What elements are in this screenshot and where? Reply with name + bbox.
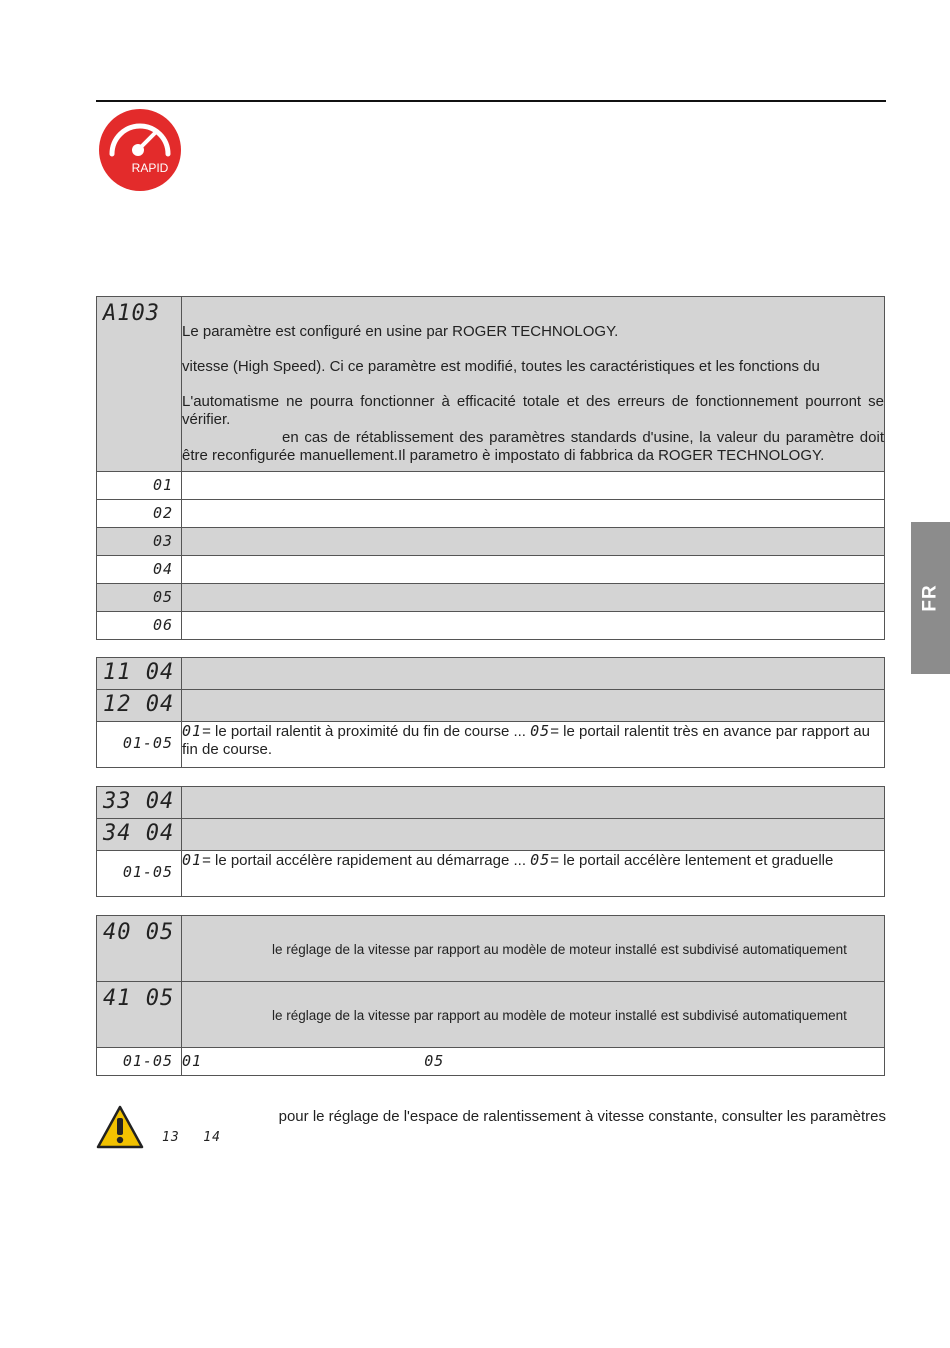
param-code: 14 xyxy=(203,1130,221,1145)
value-code: 01 xyxy=(182,722,203,740)
value-range: 01-05 xyxy=(122,1052,173,1070)
param-text-line: en cas de rétablissement des paramètres standards d'usine, la valeur du paramètre doit être reconfigurée manuellement.Il parametro è impostato di fabbrica da ROGER TECHNOLOGY. xyxy=(182,429,884,464)
description-text: = le portail ralentit très en avance par rapport au fin de course. xyxy=(182,723,870,758)
description-text: = le portail accélère lentement et graduelle xyxy=(550,852,834,869)
param-text-line: Le paramètre est configuré en usine par ROGER TECHNOLOGY. xyxy=(182,323,619,340)
value-code: 05 xyxy=(530,722,551,740)
value-range: 01-05 xyxy=(122,734,173,752)
param-code: 11 04 xyxy=(103,660,175,685)
description-text: = le portail accélère rapidement au démarrage ... xyxy=(202,852,531,869)
param-note: le réglage de la vitesse par rapport au modèle de moteur installé est subdivisé automatiquement xyxy=(272,1008,847,1023)
param-text-line: vitesse (High Speed). Ci ce paramètre est modifié, toutes les caractéristiques et les fonctions du xyxy=(182,358,820,375)
parameter-table-speed xyxy=(96,915,885,1076)
language-tab-label: FR xyxy=(919,584,941,612)
value-code: 01 xyxy=(182,1052,203,1070)
parameter-table-slowdown xyxy=(96,657,885,768)
param-code: 13 xyxy=(162,1130,180,1145)
param-code: 41 05 xyxy=(103,986,175,1011)
value-code: 01 xyxy=(152,476,173,494)
parameter-table-a103 xyxy=(96,296,885,640)
warning-codes xyxy=(162,1129,221,1145)
warning-text: pour le réglage de l'espace de ralentissement à vitesse constante, consulter les paramètres xyxy=(278,1108,886,1125)
param-code: 12 04 xyxy=(103,692,175,717)
param-note: le réglage de la vitesse par rapport au modèle de moteur installé est subdivisé automatiquement xyxy=(272,942,847,957)
value-code: 04 xyxy=(152,560,173,578)
description-text: = le portail ralentit à proximité du fin de course ... xyxy=(202,723,531,740)
param-code: 34 04 xyxy=(103,821,175,846)
param-code: A103 xyxy=(103,301,160,326)
value-code: 05 xyxy=(530,851,551,869)
param-text-line: L'automatisme ne pourra fonctionner à efficacité totale et des erreurs de fonctionnement pourront se vérifier. xyxy=(182,393,884,428)
badge-label: RAPID xyxy=(131,161,169,175)
value-code: 02 xyxy=(152,504,173,522)
value-code: 06 xyxy=(152,616,173,634)
speedometer-icon xyxy=(98,108,182,192)
warning-icon xyxy=(96,1105,144,1149)
value-code: 01 xyxy=(182,851,203,869)
value-code: 05 xyxy=(152,588,173,606)
param-code: 40 05 xyxy=(103,920,175,945)
value-range: 01-05 xyxy=(122,863,173,881)
value-code: 03 xyxy=(152,532,173,550)
parameter-table-acceleration xyxy=(96,786,885,897)
header-rule xyxy=(96,100,886,102)
language-tab[interactable] xyxy=(911,522,950,674)
param-code: 33 04 xyxy=(103,789,175,814)
value-code: 05 xyxy=(424,1052,445,1070)
